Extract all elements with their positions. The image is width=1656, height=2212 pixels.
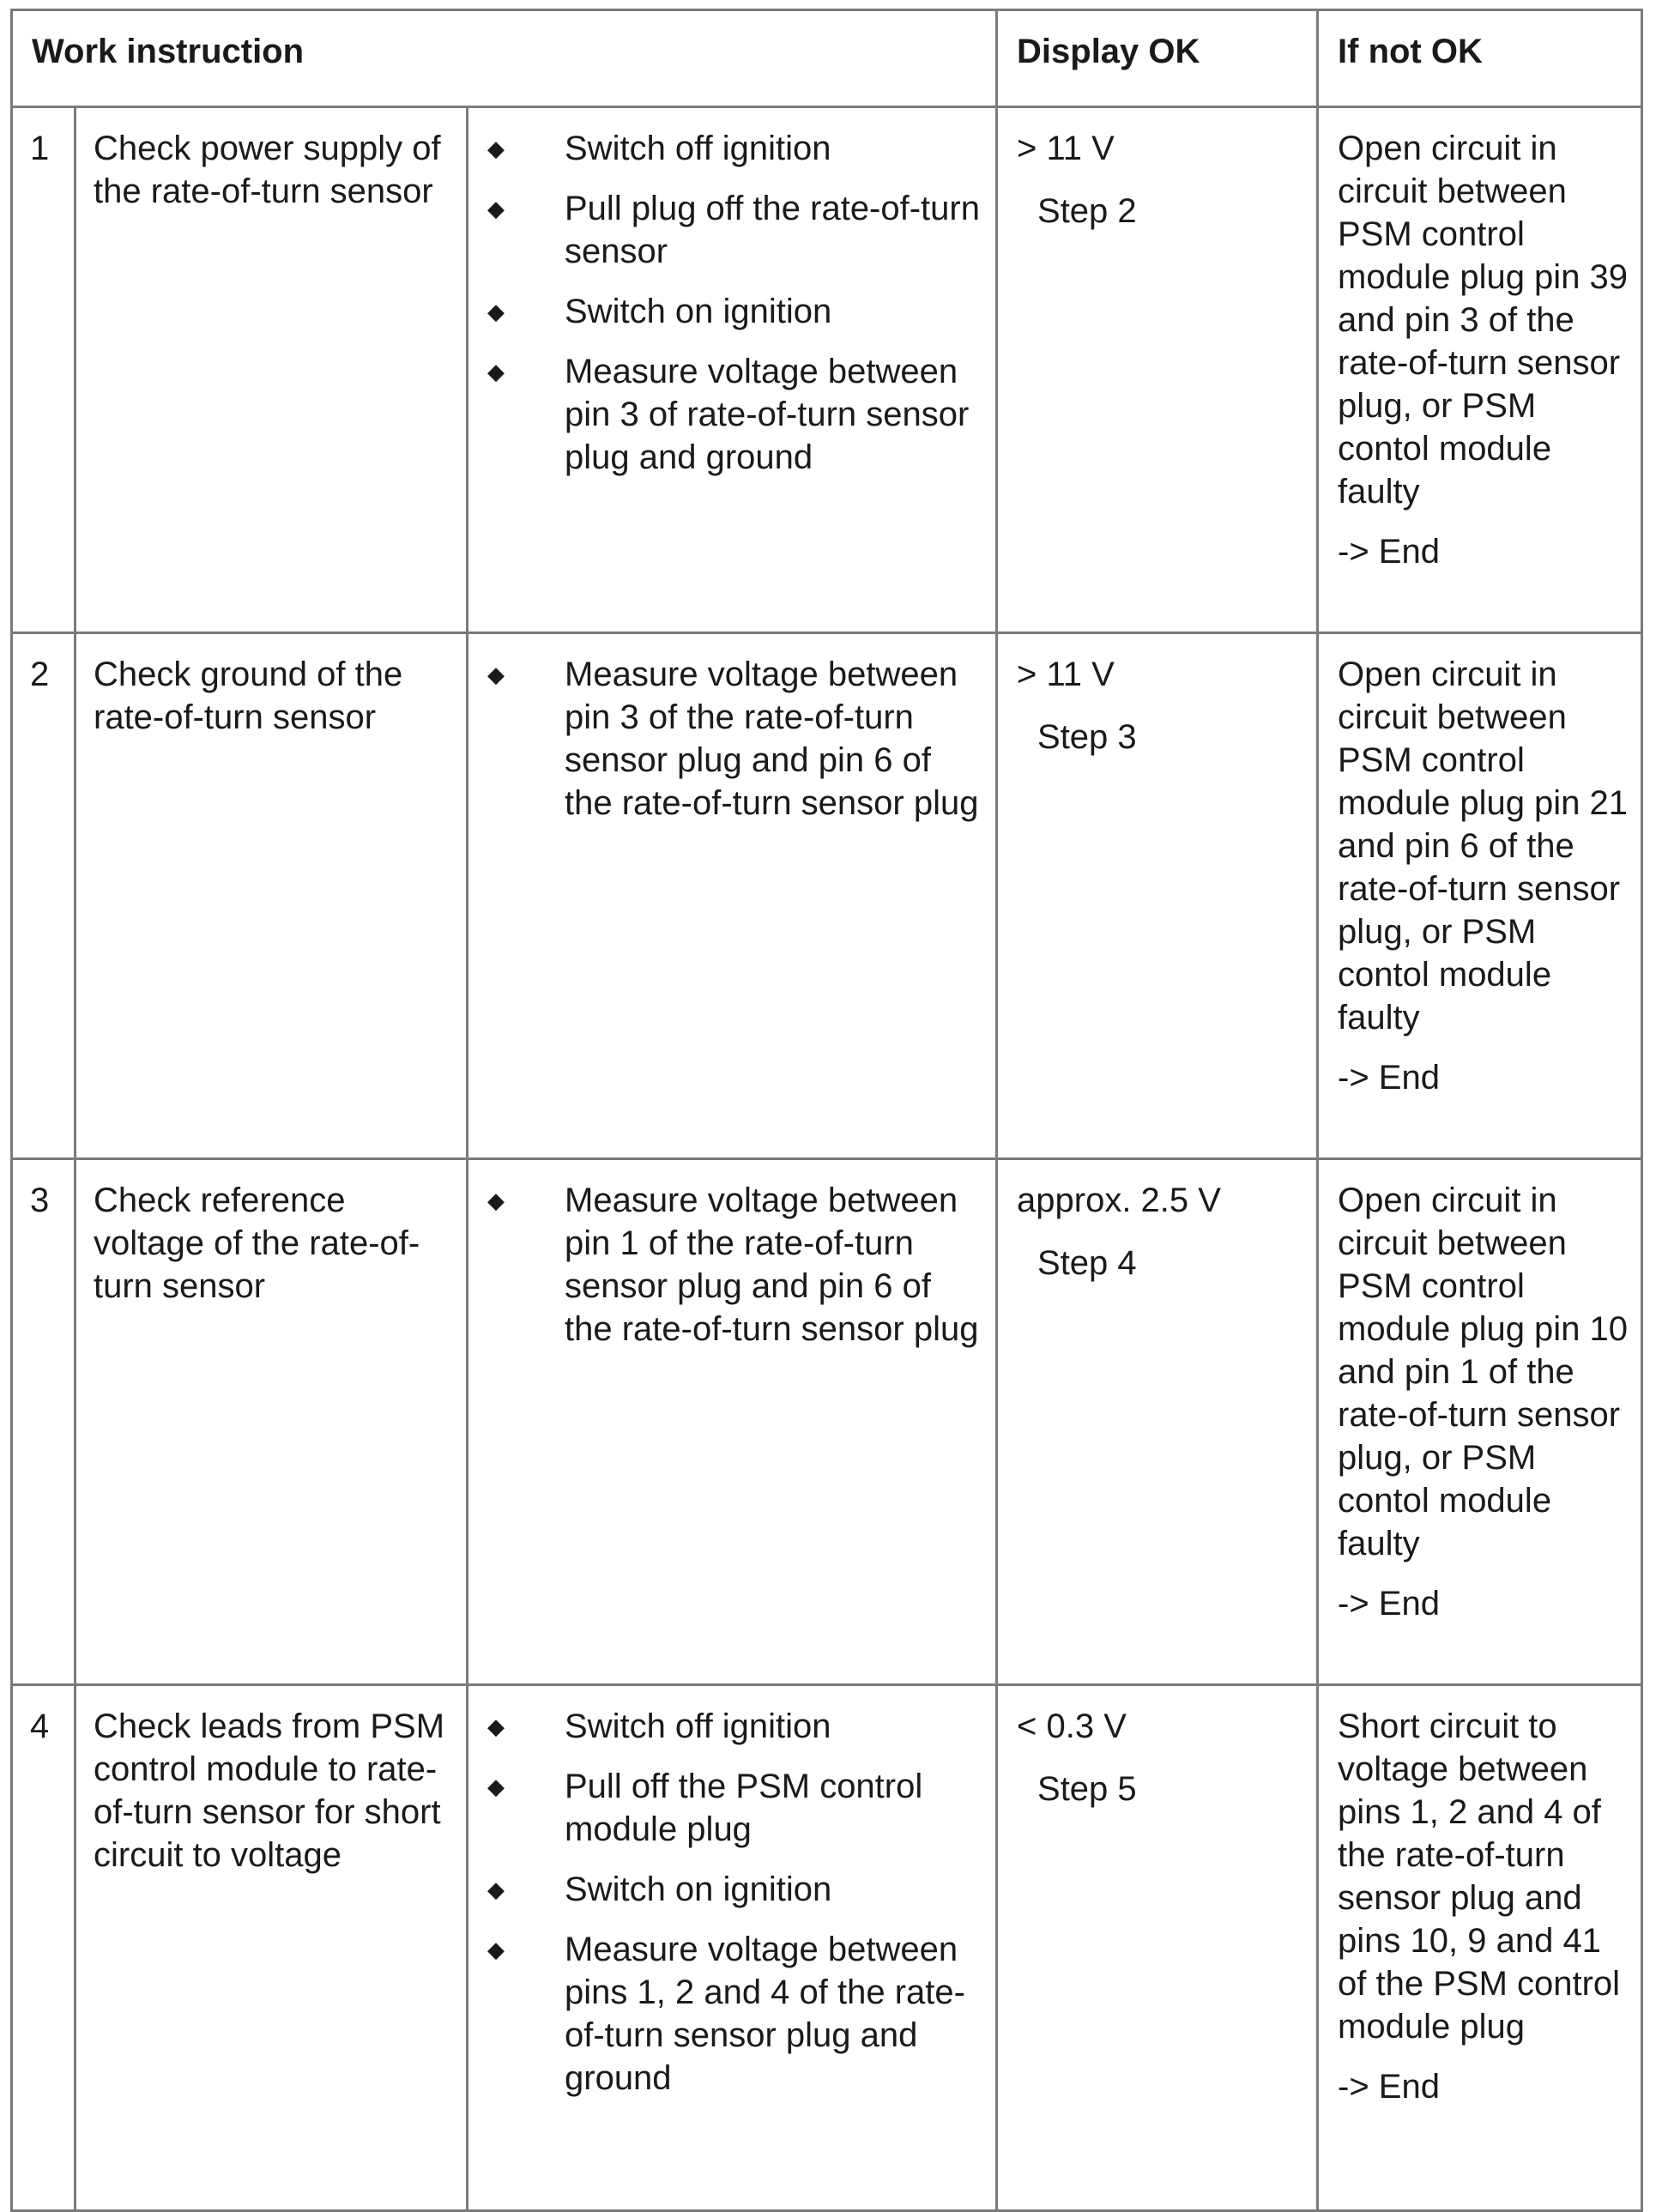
diamond-bullet-icon: ◆ bbox=[487, 662, 505, 687]
diamond-bullet-icon: ◆ bbox=[487, 1188, 505, 1213]
display-value: > 11 V bbox=[1017, 656, 1115, 693]
display-ok-cell bbox=[997, 1159, 1318, 1685]
end-text: -> End bbox=[1338, 533, 1440, 571]
list-item bbox=[487, 653, 987, 825]
header-work-instruction: Work instruction bbox=[12, 10, 997, 107]
work-instruction-table bbox=[10, 9, 1643, 2212]
fault-description: Short circuit to voltage between pins 1, 2 and 4 of the rate-of-turn sensor plug and pins 10, 9 and 41 of the PSM control module plug bbox=[1338, 1707, 1621, 2046]
fault-description: Open circuit in circuit between PSM control module plug pin 10 and pin 1 of the rate-of-turn sensor plug, or PSM contol module faulty bbox=[1338, 1182, 1629, 1562]
display-value: < 0.3 V bbox=[1017, 1707, 1127, 1745]
step-title: Check leads from PSM control module to rate-of-turn sensor for short circuit to voltage bbox=[76, 1685, 468, 2211]
action-text: Switch off ignition bbox=[565, 1707, 831, 1745]
step-actions bbox=[468, 1685, 997, 2211]
diamond-bullet-icon: ◆ bbox=[487, 1877, 505, 1902]
action-list bbox=[487, 1705, 987, 2100]
diamond-bullet-icon: ◆ bbox=[487, 136, 505, 161]
step-actions bbox=[468, 633, 997, 1159]
step-number: 4 bbox=[12, 1685, 76, 2211]
next-step: Step 4 bbox=[1037, 1244, 1137, 1282]
list-item bbox=[487, 1928, 987, 2100]
list-item bbox=[487, 1868, 987, 1911]
action-text: Switch on ignition bbox=[565, 1871, 832, 1908]
table-header-row bbox=[12, 10, 1642, 107]
next-step: Step 2 bbox=[1037, 192, 1137, 230]
step-number: 1 bbox=[12, 107, 76, 633]
fault-description: Open circuit in circuit between PSM control module plug pin 39 and pin 3 of the rate-of-turn sensor plug, or PSM contol module faulty bbox=[1338, 130, 1629, 511]
step-actions bbox=[468, 1159, 997, 1685]
action-text: Switch on ignition bbox=[565, 293, 832, 330]
display-value: approx. 2.5 V bbox=[1017, 1182, 1221, 1219]
action-text: Measure voltage between pins 1, 2 and 4 of the rate-of-turn sensor plug and ground bbox=[565, 1931, 965, 2097]
display-ok-cell bbox=[997, 107, 1318, 633]
action-list bbox=[487, 653, 987, 825]
list-item bbox=[487, 187, 987, 273]
diamond-bullet-icon: ◆ bbox=[487, 1774, 505, 1799]
action-text: Pull plug off the rate-of-turn sensor bbox=[565, 190, 980, 270]
list-item bbox=[487, 1765, 987, 1851]
if-not-ok-cell bbox=[1318, 1685, 1642, 2211]
step-title: Check ground of the rate-of-turn sensor bbox=[76, 633, 468, 1159]
next-step: Step 3 bbox=[1037, 718, 1137, 756]
step-number: 3 bbox=[12, 1159, 76, 1685]
action-text: Measure voltage between pin 1 of the rate-of-turn sensor plug and pin 6 of the rate-of-turn sensor plug bbox=[565, 1182, 979, 1348]
table-row bbox=[12, 1159, 1642, 1685]
display-value: > 11 V bbox=[1017, 130, 1115, 167]
header-if-not-ok: If not OK bbox=[1318, 10, 1642, 107]
list-item bbox=[487, 290, 987, 333]
action-text: Switch off ignition bbox=[565, 130, 831, 167]
if-not-ok-cell bbox=[1318, 633, 1642, 1159]
list-item bbox=[487, 350, 987, 479]
end-text: -> End bbox=[1338, 2068, 1440, 2106]
diamond-bullet-icon: ◆ bbox=[487, 1713, 505, 1739]
fault-description: Open circuit in circuit between PSM control module plug pin 21 and pin 6 of the rate-of-turn sensor plug, or PSM contol module faulty bbox=[1338, 656, 1629, 1036]
table-row bbox=[12, 633, 1642, 1159]
display-ok-cell bbox=[997, 1685, 1318, 2211]
step-number: 2 bbox=[12, 633, 76, 1159]
step-title: Check power supply of the rate-of-turn sensor bbox=[76, 107, 468, 633]
end-text: -> End bbox=[1338, 1059, 1440, 1097]
table-row bbox=[12, 1685, 1642, 2211]
end-text: -> End bbox=[1338, 1585, 1440, 1623]
display-ok-cell bbox=[997, 633, 1318, 1159]
if-not-ok-cell bbox=[1318, 1159, 1642, 1685]
diamond-bullet-icon: ◆ bbox=[487, 1937, 505, 1962]
diamond-bullet-icon: ◆ bbox=[487, 196, 505, 221]
action-text: Measure voltage between pin 3 of the rate-of-turn sensor plug and pin 6 of the rate-of-turn sensor plug bbox=[565, 656, 979, 822]
action-text: Measure voltage between pin 3 of rate-of-turn sensor plug and ground bbox=[565, 353, 970, 476]
header-display-ok: Display OK bbox=[997, 10, 1318, 107]
diamond-bullet-icon: ◆ bbox=[487, 299, 505, 324]
step-actions bbox=[468, 107, 997, 633]
next-step: Step 5 bbox=[1037, 1770, 1137, 1808]
table-row bbox=[12, 107, 1642, 633]
list-item bbox=[487, 1179, 987, 1351]
diamond-bullet-icon: ◆ bbox=[487, 359, 505, 384]
action-text: Pull off the PSM control module plug bbox=[565, 1768, 923, 1848]
list-item bbox=[487, 127, 987, 170]
if-not-ok-cell bbox=[1318, 107, 1642, 633]
action-list bbox=[487, 127, 987, 479]
list-item bbox=[487, 1705, 987, 1748]
action-list bbox=[487, 1179, 987, 1351]
step-title: Check reference voltage of the rate-of-turn sensor bbox=[76, 1159, 468, 1685]
